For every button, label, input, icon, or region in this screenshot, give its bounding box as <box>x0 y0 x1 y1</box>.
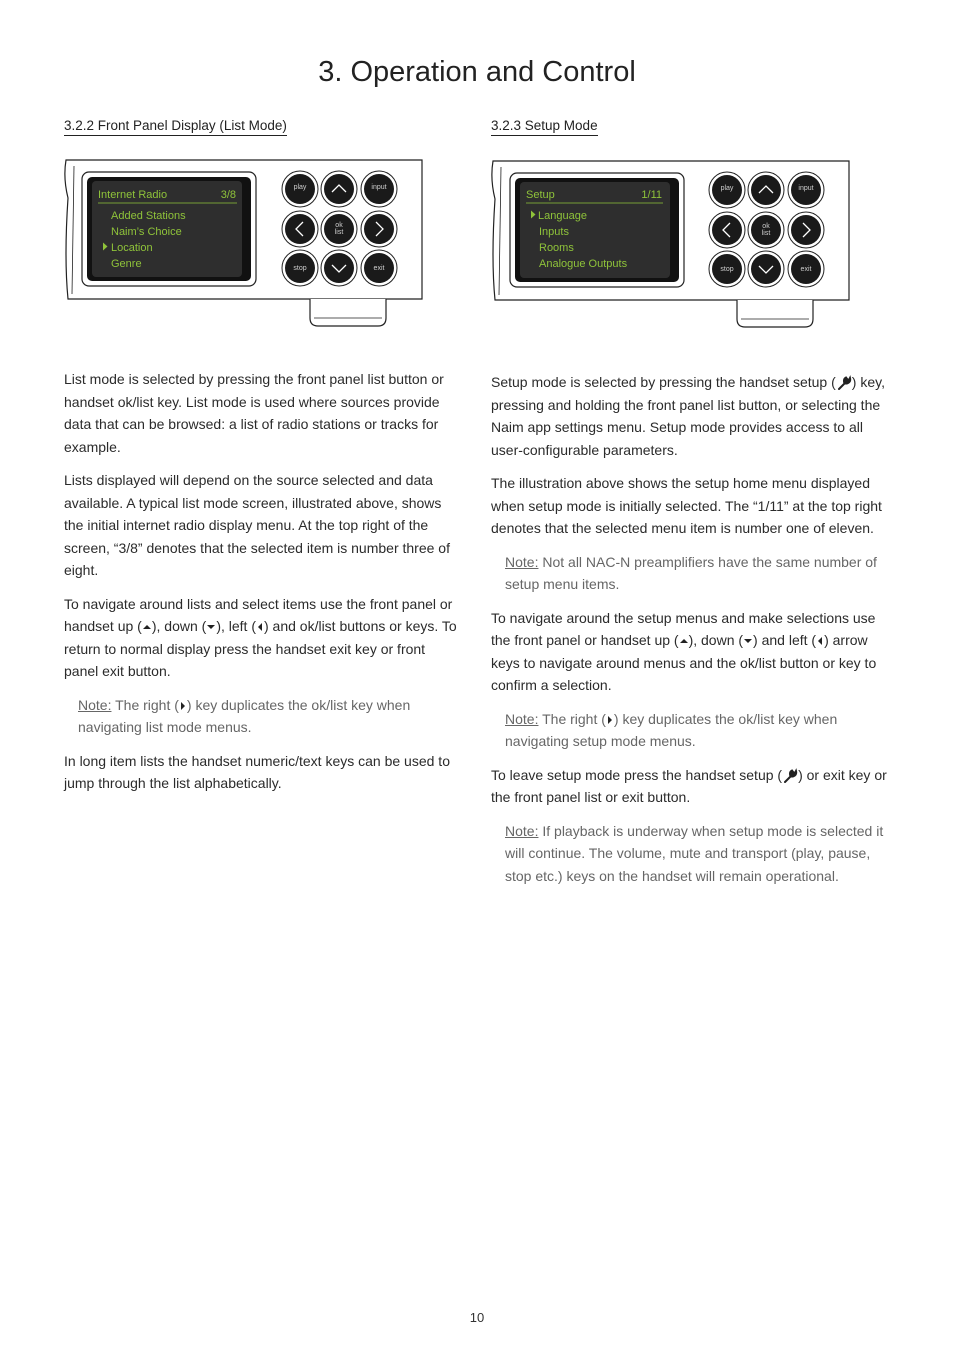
wrench-icon <box>836 375 852 391</box>
paragraph: List mode is selected by pressing the front panel list button or handset ok/list key. List mode is used where sources provide data that can be browsed: a list of radio stations or tracks for example. <box>64 371 444 455</box>
note-label: Note: <box>505 822 539 839</box>
note: Note: Not all NAC-N preamplifiers have the same number of setup menu items. <box>505 553 877 592</box>
svg-text:play: play <box>720 185 734 192</box>
lcd-header: Internet Radio <box>98 189 168 201</box>
lcd-item: Rooms <box>539 242 574 254</box>
paragraph: To leave setup mode press the handset setup ( ) or exit key or the front panel list or exit button. <box>491 766 887 805</box>
lcd-item-selected: Language <box>538 210 587 222</box>
play-button[interactable] <box>709 172 745 208</box>
page-number: 10 <box>469 1310 485 1325</box>
input-button[interactable] <box>361 171 397 207</box>
svg-text:exit: exit <box>373 265 385 272</box>
paragraph: The illustration above shows the setup home menu displayed when setup mode is initially selected. The “1/11” at the top right denotes that the selected menu item is number one of eleven. <box>491 475 882 536</box>
svg-text:exit: exit <box>800 266 812 273</box>
lcd-item: Added Stations <box>111 210 186 222</box>
section-heading-setup-mode: 3.2.3 Setup Mode <box>491 117 598 136</box>
up-arrow-icon <box>679 636 689 646</box>
front-panel-illustration-setup-mode <box>489 159 853 331</box>
note-label: Note: <box>505 553 539 570</box>
paragraph: To navigate around the setup menus and make selections use the front panel or handset up ( ), down ( ) and left ( ) arrow keys to navigate around menus and the ok/list button or key to confirm a selection. <box>491 609 877 693</box>
wrench-icon <box>782 768 798 784</box>
note: Note: The right ( ) key duplicates the ok/list key when navigating list mode menus. <box>78 696 411 735</box>
left-button[interactable] <box>282 211 318 247</box>
stop-button[interactable] <box>709 251 745 287</box>
svg-text:list: list <box>761 230 771 237</box>
list-mode-text <box>64 368 462 806</box>
page-title: 3. Operation and Control <box>318 56 636 88</box>
setup-mode-text <box>491 371 889 898</box>
right-button[interactable] <box>361 211 397 247</box>
exit-button[interactable] <box>361 250 397 286</box>
note: Note: If playback is underway when setup mode is selected it will continue. The volume, mute and transport (play, pause, stop etc.) keys on the handset will remain operational. <box>505 822 884 884</box>
ok-list-button[interactable] <box>748 212 784 248</box>
lcd-item-selected: Location <box>111 242 153 254</box>
down-arrow-icon <box>206 622 216 632</box>
down-button[interactable] <box>748 251 784 287</box>
svg-text:ok: ok <box>335 222 343 229</box>
right-arrow-icon <box>179 701 187 711</box>
lcd-item: Inputs <box>539 226 569 238</box>
svg-text:ok: ok <box>762 223 770 230</box>
up-button[interactable] <box>748 172 784 208</box>
svg-text:play: play <box>293 184 307 191</box>
svg-text:input: input <box>798 185 814 192</box>
svg-text:list: list <box>334 229 344 236</box>
section-heading-list-mode: 3.2.2 Front Panel Display (List Mode) <box>64 117 287 136</box>
ok-list-button[interactable] <box>321 211 357 247</box>
right-arrow-icon <box>606 715 614 725</box>
right-button[interactable] <box>788 212 824 248</box>
note-label: Note: <box>505 710 539 727</box>
note-label: Note: <box>78 696 112 713</box>
left-arrow-icon <box>816 636 824 646</box>
paragraph: Lists displayed will depend on the source selected and data available. A typical list mode screen, illustrated above, shows the initial internet radio display menu. At the top right of the screen, “3/8” denotes that the selected item is number three of eight. <box>64 472 450 578</box>
play-button[interactable] <box>282 171 318 207</box>
paragraph: To navigate around lists and select items use the front panel or handset up ( ), down ( ), left ( ) and ok/list buttons or keys. To return to normal display press the handset exit key or front panel exit button. <box>64 595 457 679</box>
down-button[interactable] <box>321 250 357 286</box>
input-button[interactable] <box>788 172 824 208</box>
left-arrow-icon <box>256 622 264 632</box>
up-button[interactable] <box>321 171 357 207</box>
lcd-item: Genre <box>111 258 142 270</box>
front-panel-illustration-list-mode <box>62 158 426 330</box>
left-button[interactable] <box>709 212 745 248</box>
note: Note: The right ( ) key duplicates the ok/list key when navigating setup mode menus. <box>505 710 838 749</box>
paragraph: In long item lists the handset numeric/text keys can be used to jump through the list alphabetically. <box>64 752 450 791</box>
svg-text:stop: stop <box>293 265 307 272</box>
lcd-item: Analogue Outputs <box>539 258 628 270</box>
lcd-counter: 1/11 <box>641 189 662 201</box>
lcd-item: Naim’s Choice <box>111 226 182 238</box>
lcd-counter: 3/8 <box>220 189 236 201</box>
exit-button[interactable] <box>788 251 824 287</box>
down-arrow-icon <box>743 636 753 646</box>
up-arrow-icon <box>142 622 152 632</box>
paragraph: Setup mode is selected by pressing the handset setup ( ) key, pressing and holding the front panel list button, or selecting the Naim app settings menu. Setup mode provides access to all user-configurable parameters. <box>491 374 885 458</box>
svg-text:input: input <box>371 184 387 191</box>
lcd-header: Setup <box>526 189 555 201</box>
svg-text:stop: stop <box>720 266 734 273</box>
stop-button[interactable] <box>282 250 318 286</box>
